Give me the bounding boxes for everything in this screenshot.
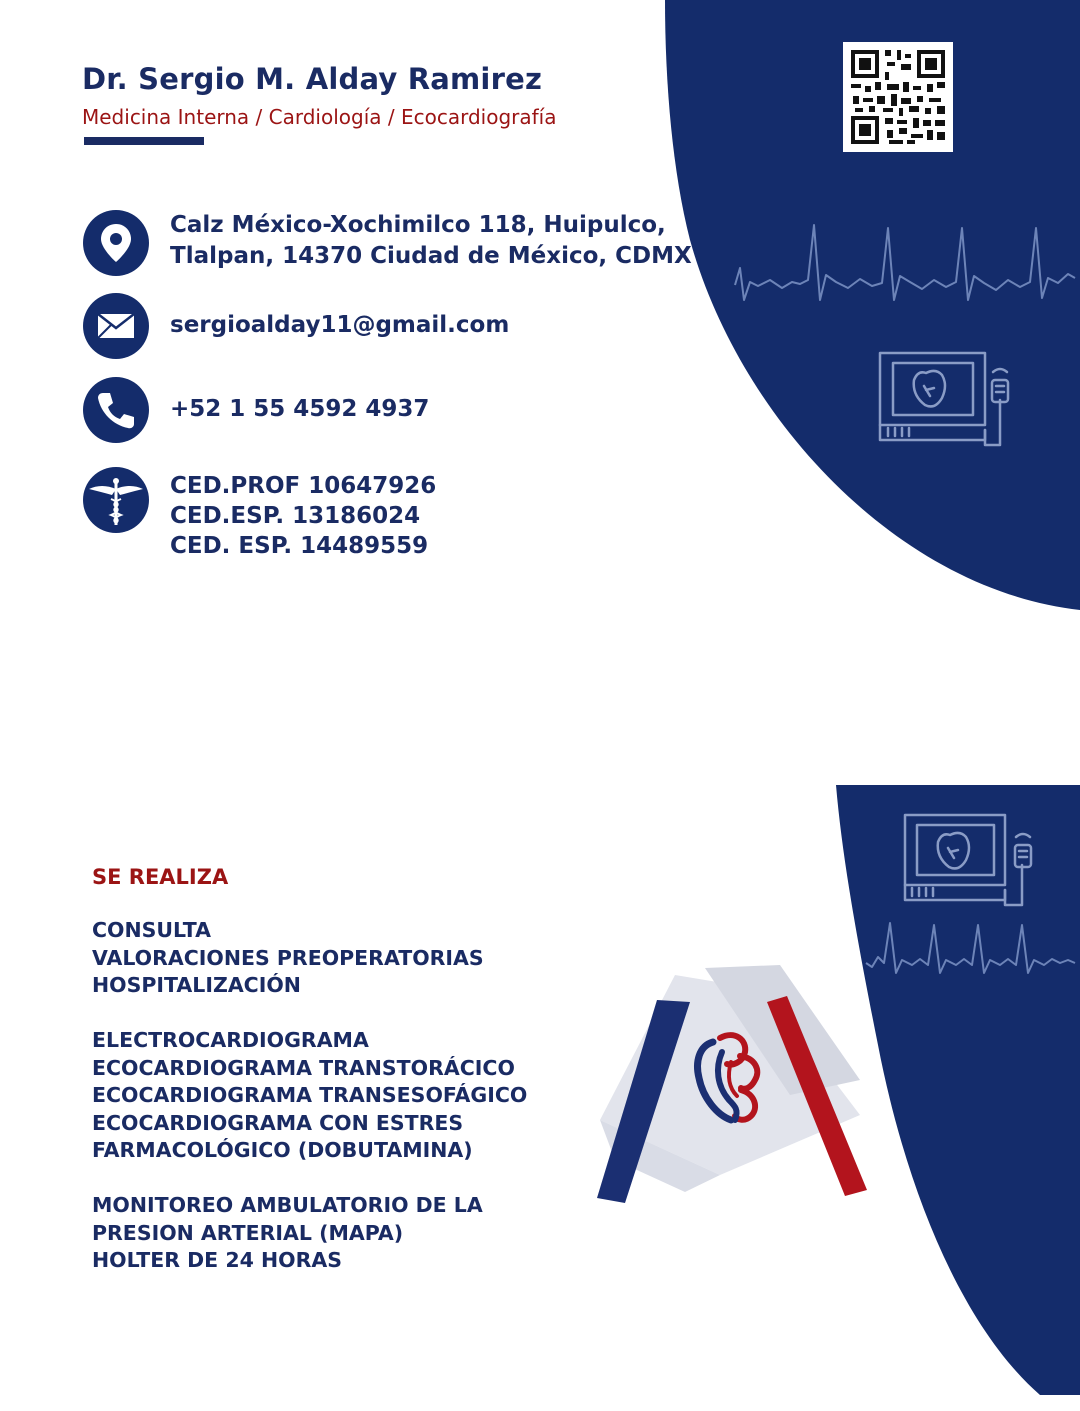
address-text — [170, 210, 692, 272]
heart-logo-icon — [595, 960, 870, 1205]
service-item: HOSPITALIZACIÓN — [92, 973, 301, 997]
specialty-subtitle: Medicina Interna / Cardiología / Ecocardiografía — [82, 105, 557, 129]
service-item: PRESION ARTERIAL (MAPA) — [92, 1220, 404, 1245]
service-group-consults — [92, 917, 484, 1000]
service-item: MONITOREO AMBULATORIO DE LA — [92, 1193, 483, 1217]
license-numbers — [170, 471, 436, 561]
business-card-front — [0, 0, 1080, 700]
license-line-1: CED.PROF 10647926 — [170, 473, 437, 499]
license-line-3: CED. ESP. 14489559 — [170, 533, 429, 559]
phone-icon — [83, 377, 149, 443]
service-item: ELECTROCARDIOGRAMA — [92, 1028, 369, 1052]
doctor-name: Dr. Sergio M. Alday Ramirez — [82, 62, 543, 96]
business-card-back — [0, 705, 1080, 1411]
service-item: CONSULTA — [92, 918, 211, 942]
envelope-icon — [83, 293, 149, 359]
email-text[interactable] — [170, 310, 509, 341]
service-item: ECOCARDIOGRAMA TRANSESOFÁGICO — [92, 1083, 528, 1107]
services-heading: SE REALIZA — [92, 865, 229, 889]
caduceus-icon — [83, 467, 149, 533]
service-item: ECOCARDIOGRAMA TRANSTORÁCICO — [92, 1055, 515, 1080]
license-line-2: CED.ESP. 13186024 — [170, 503, 421, 529]
phone-text[interactable] — [170, 394, 429, 425]
address-line-1: Calz México-Xochimilco 118, Huipulco, — [170, 212, 666, 238]
service-group-monitoring — [92, 1192, 483, 1275]
caduceus-icon-circle — [83, 467, 149, 533]
qr-code[interactable] — [843, 42, 953, 152]
email-address[interactable]: sergioalday11@gmail.com — [170, 312, 510, 338]
address-line-2: Tlalpan, 14370 Ciudad de México, CDMX — [170, 243, 692, 269]
service-item: FARMACOLÓGICO (DOBUTAMINA) — [92, 1138, 473, 1162]
location-pin-icon — [83, 210, 149, 276]
service-item: HOLTER DE 24 HORAS — [92, 1248, 342, 1272]
phone-icon-circle — [83, 377, 149, 443]
title-underline — [84, 137, 204, 145]
service-group-studies — [92, 1027, 527, 1165]
service-item: VALORACIONES PREOPERATORIAS — [92, 945, 484, 970]
phone-number[interactable]: +52 1 55 4592 4937 — [170, 396, 430, 422]
location-icon-circle — [83, 210, 149, 276]
email-icon-circle — [83, 293, 149, 359]
service-item: ECOCARDIOGRAMA CON ESTRES — [92, 1110, 464, 1135]
